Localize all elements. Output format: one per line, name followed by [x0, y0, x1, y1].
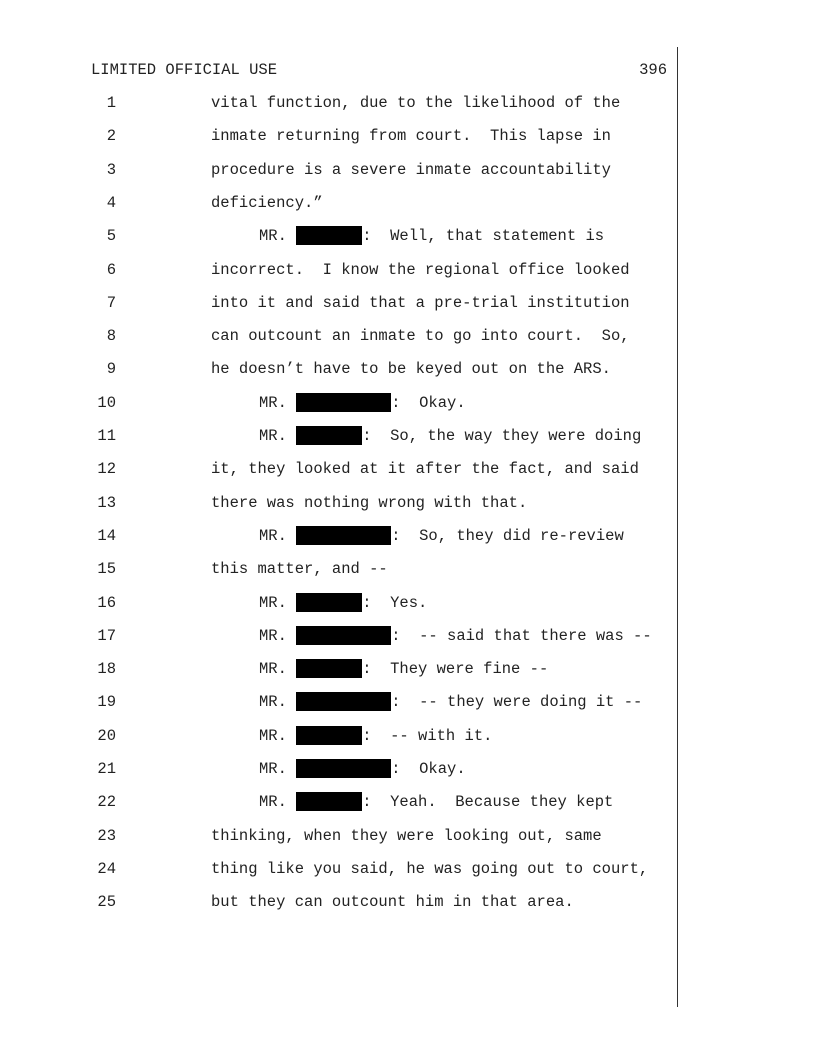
redacted-name-block — [296, 226, 362, 245]
line-text — [211, 325, 630, 347]
line-content: thinking, when they were looking out, same — [211, 827, 602, 845]
line-content: there was nothing wrong with that. — [211, 494, 528, 512]
line-content: vital function, due to the likelihood of the — [211, 94, 621, 112]
line-number: 13 — [97, 494, 116, 512]
redacted-name-block — [296, 393, 391, 412]
line-text — [211, 891, 574, 913]
line-number: 17 — [97, 627, 116, 645]
speaker-prefix: MR. — [259, 227, 297, 245]
speaker-prefix: MR. — [259, 427, 297, 445]
line-number: 11 — [97, 427, 116, 445]
line-number: 23 — [97, 827, 116, 845]
line-text — [211, 558, 388, 580]
speaker-prefix: MR. — [259, 527, 297, 545]
line-number: 7 — [106, 294, 116, 312]
line-text — [259, 725, 492, 747]
line-number: 25 — [97, 893, 116, 911]
speaker-prefix: MR. — [259, 693, 297, 711]
speaker-prefix: MR. — [259, 627, 297, 645]
line-number: 8 — [106, 327, 116, 345]
line-content: procedure is a severe inmate accountability — [211, 161, 611, 179]
line-number: 2 — [106, 127, 116, 145]
speaker-utterance: : Well, that statement is — [362, 227, 605, 245]
line-content: thing like you said, he was going out to court, — [211, 860, 649, 878]
redacted-name-block — [296, 526, 391, 545]
line-text — [259, 592, 427, 614]
line-number: 10 — [97, 394, 116, 412]
redacted-name-block — [296, 726, 362, 745]
line-text — [211, 92, 620, 114]
speaker-utterance: : -- they were doing it -- — [391, 693, 643, 711]
line-text — [259, 392, 466, 414]
line-number: 21 — [97, 760, 116, 778]
line-content: into it and said that a pre-trial institution — [211, 294, 630, 312]
line-number: 18 — [97, 660, 116, 678]
redacted-name-block — [296, 593, 362, 612]
redacted-name-block — [296, 659, 362, 678]
line-number: 24 — [97, 860, 116, 878]
speaker-utterance: : They were fine -- — [362, 660, 549, 678]
redacted-name-block — [296, 426, 362, 445]
line-text — [211, 458, 639, 480]
speaker-prefix: MR. — [259, 394, 297, 412]
speaker-utterance: : Yes. — [362, 594, 428, 612]
speaker-prefix: MR. — [259, 793, 297, 811]
speaker-utterance: : Yeah. Because they kept — [362, 793, 614, 811]
line-number: 14 — [97, 527, 116, 545]
speaker-utterance: : Okay. — [391, 394, 466, 412]
line-text — [259, 691, 642, 713]
line-text — [211, 292, 630, 314]
speaker-utterance: : Okay. — [391, 760, 466, 778]
line-content: inmate returning from court. This lapse in — [211, 127, 611, 145]
speaker-prefix: MR. — [259, 727, 297, 745]
line-number: 20 — [97, 727, 116, 745]
line-content: he doesn’t have to be keyed out on the ARS. — [211, 360, 611, 378]
line-number: 15 — [97, 560, 116, 578]
line-number: 5 — [106, 227, 116, 245]
line-number: 4 — [106, 194, 116, 212]
line-number: 22 — [97, 793, 116, 811]
line-text — [259, 225, 604, 247]
line-number: 12 — [97, 460, 116, 478]
line-text — [259, 658, 548, 680]
speaker-prefix: MR. — [259, 760, 297, 778]
line-text — [211, 858, 648, 880]
line-text — [259, 758, 466, 780]
line-text — [211, 825, 602, 847]
speaker-prefix: MR. — [259, 660, 297, 678]
line-number: 16 — [97, 594, 116, 612]
line-content: can outcount an inmate to go into court. So, — [211, 327, 630, 345]
line-number: 19 — [97, 693, 116, 711]
line-content: incorrect. I know the regional office looked — [211, 261, 630, 279]
line-text — [211, 125, 611, 147]
line-number: 1 — [106, 94, 116, 112]
line-text — [211, 259, 630, 281]
line-text — [211, 492, 527, 514]
line-content: but they can outcount him in that area. — [211, 893, 574, 911]
redacted-name-block — [296, 692, 391, 711]
line-number: 3 — [106, 161, 116, 179]
line-text — [211, 358, 611, 380]
speaker-prefix: MR. — [259, 594, 297, 612]
speaker-utterance: : So, the way they were doing — [362, 427, 642, 445]
speaker-utterance: : -- with it. — [362, 727, 493, 745]
line-number: 6 — [106, 261, 116, 279]
line-text — [259, 625, 652, 647]
line-text — [211, 159, 611, 181]
redacted-name-block — [296, 792, 362, 811]
classification-header: LIMITED OFFICIAL USE — [91, 61, 278, 79]
line-content: deficiency.” — [211, 194, 323, 212]
line-text — [211, 192, 323, 214]
line-content: this matter, and -- — [211, 560, 388, 578]
speaker-utterance: : -- said that there was -- — [391, 627, 652, 645]
redacted-name-block — [296, 626, 391, 645]
line-number: 9 — [106, 360, 116, 378]
line-content: it, they looked at it after the fact, and said — [211, 460, 639, 478]
line-text — [259, 525, 624, 547]
redacted-name-block — [296, 759, 391, 778]
line-text — [259, 791, 613, 813]
page-number: 396 — [639, 61, 667, 79]
speaker-utterance: : So, they did re-review — [391, 527, 624, 545]
line-text — [259, 425, 641, 447]
right-margin-rule — [677, 47, 678, 1007]
